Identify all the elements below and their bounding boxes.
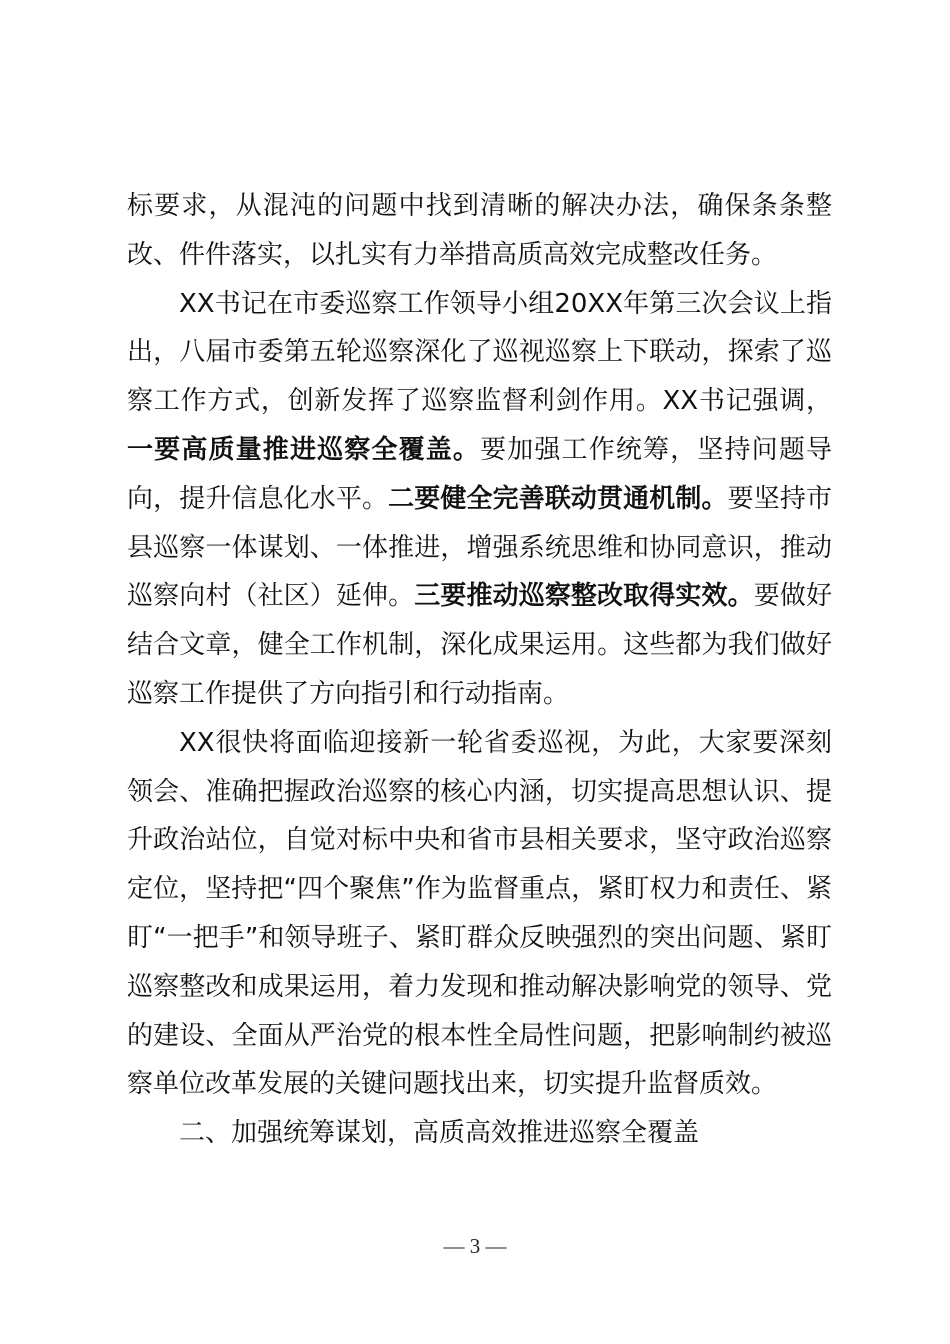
paragraph-secretary-remarks <box>127 280 832 719</box>
paragraph-text: 要做好结合文章，健全工作机制，深化成果运用。这些都为我们做好巡察工作提供了方向指引和行动指南。 <box>127 581 832 709</box>
section-heading-2: 二、加强统筹谋划，高质高效推进巡察全覆盖 <box>179 1118 700 1149</box>
paragraph-text: 要坚持市县巡察一体谋划、一体推进，增强系统思维和协同意识，推动巡察向村（社区）延伸。 <box>127 483 832 612</box>
emphasis-point-two: 二要健全完善联动贯通机制。 <box>388 483 728 514</box>
paragraph-text: 要加强工作统筹，坚持问题导向，提升信息化水平。 <box>127 434 832 514</box>
page-number: — 3 — <box>443 1234 507 1258</box>
paragraph-text: XX书记在市委巡察工作领导小组20XX年第三次会议上指出，八届市委第五轮巡察深化了巡视巡察上下联动，探索了巡察工作方式，创新发挥了巡察监督利剑作用。XX书记强调， <box>127 288 832 417</box>
emphasis-point-one: 一要高质量推进巡察全覆盖。 <box>127 434 481 465</box>
emphasis-point-three: 三要推动巡察整改取得实效。 <box>414 581 754 612</box>
paragraph-inspection-requirements: XX很快将面临迎接新一轮省委巡视，为此，大家要深刻领会、准确把握政治巡察的核心内涵，切实提高思想认识、提升政治站位，自觉对标中央和省市县相关要求，坚守政治巡察定位，坚持把“四个聚焦”作为监督重点，紧盯权力和责任、紧盯“一把手”和领导班子、紧盯群众反映强烈的突出问题、紧盯巡察整改和成果运用，着力发现和推动解决影响党的领导、党的建设、全面从严治党的根本性全局性问题，把影响制约被巡察单位改革发展的关键问题找出来，切实提升监督质效。 <box>127 727 832 1100</box>
body-text <box>127 182 832 1158</box>
paragraph-continuation: 标要求，从混沌的问题中找到清晰的解决办法，确保条条整改、件件落实，以扎实有力举措高质高效完成整改任务。 <box>127 191 832 270</box>
